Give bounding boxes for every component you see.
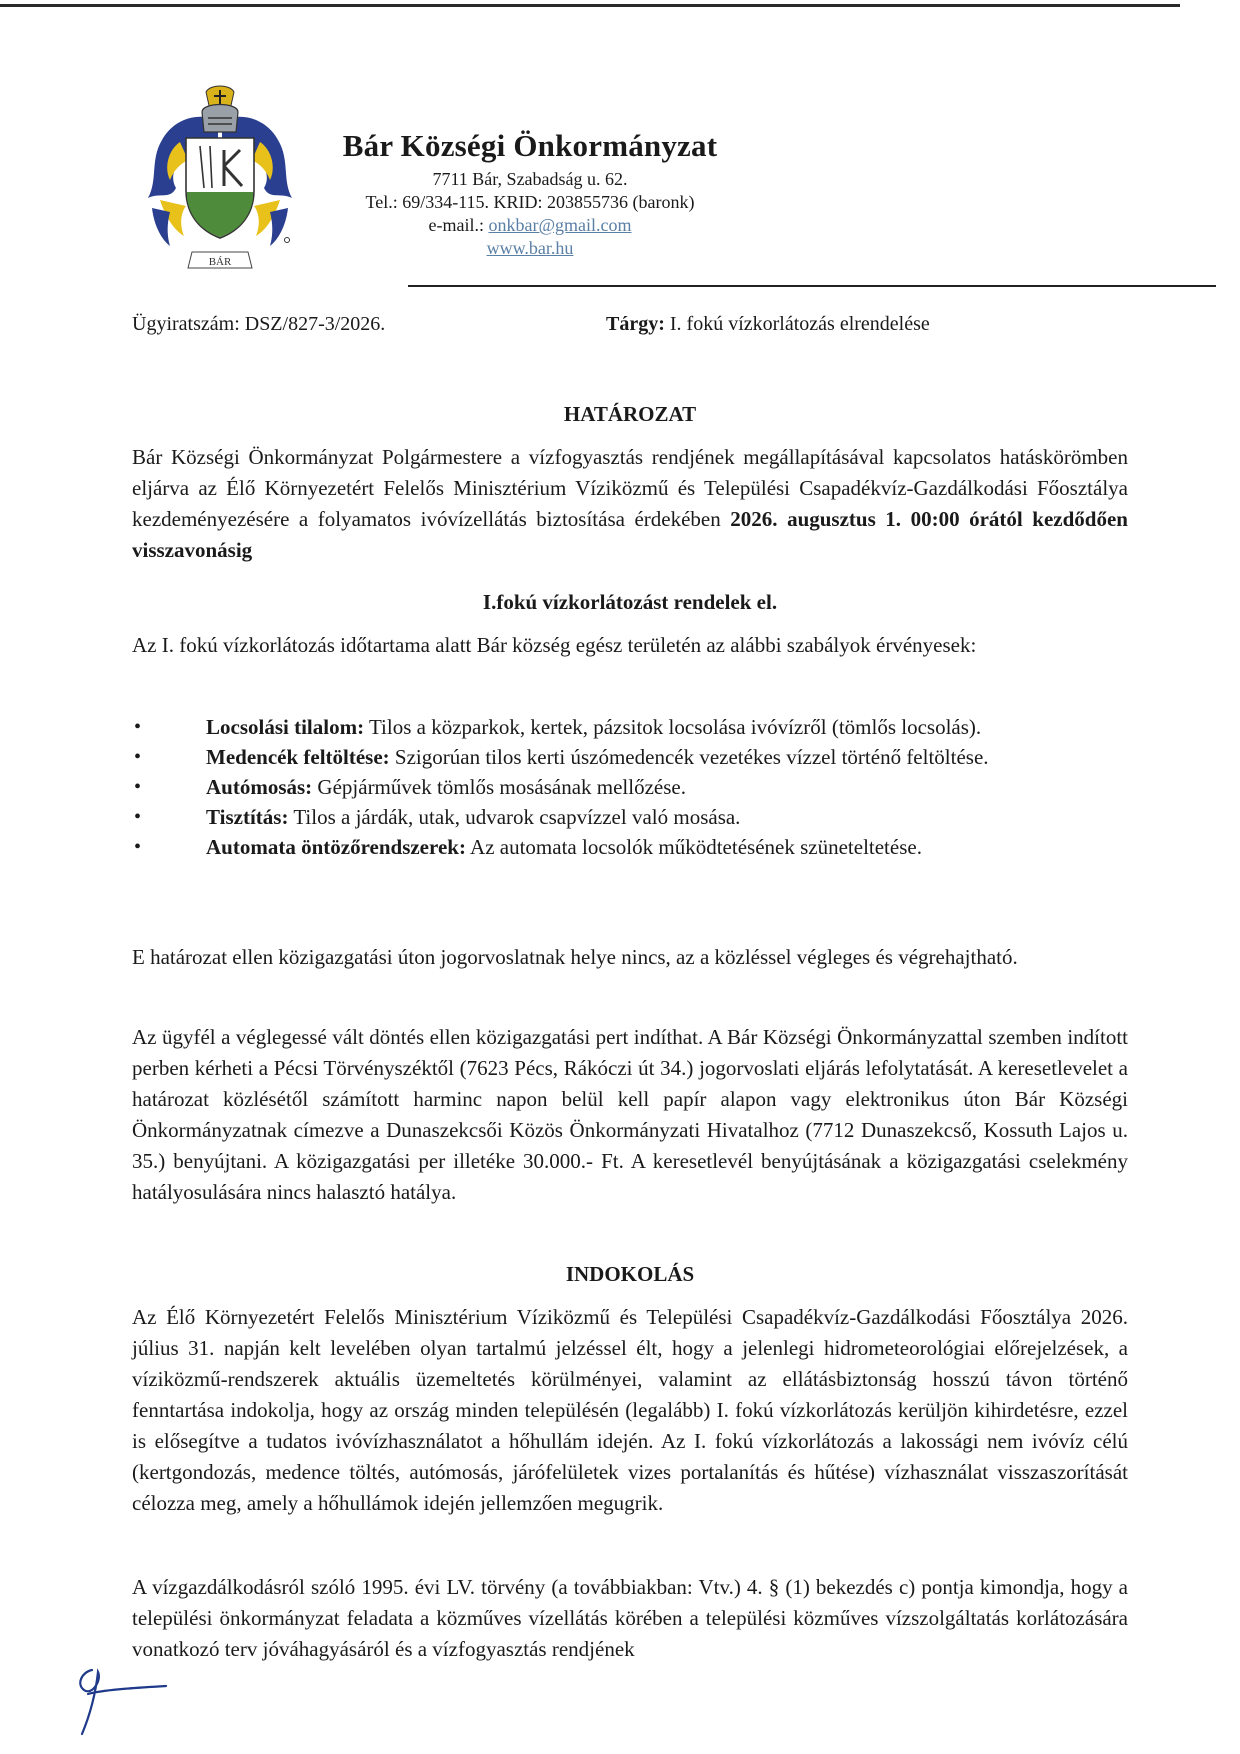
rule-term: Locsolási tilalom: xyxy=(206,715,365,739)
subject-label: Tárgy: xyxy=(606,313,670,335)
header-divider xyxy=(408,285,1216,287)
list-item xyxy=(132,712,1128,742)
decision-effective-date: 2026. augusztus 1. 00:00 órától kezdődően visszavonásig xyxy=(132,507,1128,562)
organization-email-line xyxy=(300,214,760,237)
list-item xyxy=(132,742,1128,772)
subject-text: I. fokú vízkorlátozás elrendelése xyxy=(669,313,930,335)
reasoning-heading: INDOKOLÁS xyxy=(565,1262,695,1286)
decision-heading: HATÁROZAT xyxy=(563,402,697,426)
lawsuit-paragraph: Az ügyfél a véglegessé vált döntés ellen közigazgatási pert indíthat. A Bár Községi Önkormányzattal szemben indított perben kérheti a Pécsi Törvényszéktől (7623 Pécs, Rákóczi út 34.) jogorvoslati eljárás lefolytatását. A keresetlevelet a határozat közlésétől számított harminc napon belül kell papír alapon vagy elektronikus úton Bár Községi Önkormányzatnak címezve a Dunaszekcsői Közös Önkormányzati Hivatalhoz (7712 Dunaszekcső, Kossuth Lajos u. 35.) benyújtani. A közigazgatási per illetéke 30.000.- Ft. A keresetlevél benyújtásának a közigazgatási cselekmény hatályosulására nincs halasztó hatálya. xyxy=(132,1025,1128,1204)
remedy-paragraph: E határozat ellen közigazgatási úton jogorvoslatnak helye nincs, az a közléssel végleges és végrehajtható. xyxy=(132,945,1018,969)
bullet-icon: • xyxy=(134,716,142,738)
subject-line xyxy=(606,313,930,336)
rule-term: Medencék feltöltése: xyxy=(206,745,390,769)
scan-edge-line xyxy=(0,4,1180,7)
email-link[interactable]: onkbar@gmail.com xyxy=(488,215,632,235)
case-number: Ügyiratszám: DSZ/827-3/2026. xyxy=(132,313,386,335)
list-item xyxy=(132,772,1128,802)
restriction-rules-list xyxy=(132,712,1128,862)
email-label: e-mail.: xyxy=(428,215,489,235)
website-link[interactable]: www.bar.hu xyxy=(486,238,574,258)
letterhead xyxy=(140,80,1080,290)
bullet-icon: • xyxy=(134,776,142,798)
bullet-icon: • xyxy=(134,806,142,828)
law-reference-paragraph: A vízgazdálkodásról szóló 1995. évi LV. törvény (a továbbiakban: Vtv.) 4. § (1) bekezdés c) pontja kimondja, hogy a települési önkormányzat feladata a közműves vízellátás körében a települési közműves vízszolgáltatás korlátozására vonatkozó terv jóváhagyásáról és a vízfogyasztás rendjének xyxy=(132,1575,1128,1661)
list-item xyxy=(132,832,1128,862)
bullet-icon: • xyxy=(134,746,142,768)
organization-contact: Tel.: 69/334-115. KRID: 203855736 (baronk) xyxy=(365,192,695,212)
rule-text: Tilos a járdák, utak, udvarok csapvízzel való mosása. xyxy=(288,805,741,829)
decision-order: I.fokú vízkorlátozást rendelek el. xyxy=(482,590,778,614)
organization-name: Bár Községi Önkormányzat xyxy=(342,128,718,163)
municipal-crest-icon xyxy=(140,80,300,270)
initials-signature-icon xyxy=(62,1650,172,1740)
rule-term: Tisztítás: xyxy=(206,805,289,829)
organization-address: 7711 Bár, Szabadság u. 62. xyxy=(432,169,628,189)
organization-info xyxy=(300,128,760,260)
rule-text: Tilos a közparkok, kertek, pázsitok locsolása ivóvízről (tömlős locsolás). xyxy=(364,715,982,739)
rule-text: Az automata locsolók működtetésének szüneteltetése. xyxy=(465,835,922,859)
rule-text: Szigorúan tilos kerti úszómedencék vezetékes vízzel történő feltöltése. xyxy=(389,745,989,769)
rule-term: Autómosás: xyxy=(206,775,313,799)
decision-intro xyxy=(132,442,1128,566)
rules-intro: Az I. fokú vízkorlátozás időtartama alatt Bár község egész területén az alábbi szabályok érvényesek: xyxy=(132,633,977,657)
reasoning-paragraph: Az Élő Környezetért Felelős Minisztérium Víziközmű és Települési Csapadékvíz-Gazdálkodási Főosztálya 2026. július 31. napján kelt levelében olyan tartalmú jelzéssel élt, hogy a jelenlegi hidrometeorológiai előrejelzések, a víziközmű-rendszerek aktuális üzemeltetés körülményei, valamint az ellátásbiztonság hosszú távon történő fenntartása indokolja, hogy az ország minden településén (legalább) I. fokú vízkorlátozás kerüljön kihirdetésre, ezzel is elősegítve a tudatos ivóvízhasználatot a hőhullám idején. Az I. fokú vízkorlátozás a lakossági nem ivóvíz célú (kertgondozás, medence töltés, autómosás, járófelületek vizes portalanítás és hűtése) vízhasználat visszaszorítását célozza meg, amely a hőhullámok idején jellemzően megugrik. xyxy=(132,1305,1128,1515)
rule-term: Automata öntözőrendszerek: xyxy=(206,835,466,859)
bullet-icon: • xyxy=(134,836,142,858)
crest-banner-text: BÁR xyxy=(208,256,232,268)
list-item xyxy=(132,802,1128,832)
rule-text: Gépjárművek tömlős mosásának mellőzése. xyxy=(312,775,686,799)
decision-intro-text: Bár Községi Önkormányzat Polgármestere a vízfogyasztás rendjének megállapításával kapcsolatos hatáskörömben eljárva az Élő Környezetért Felelős Minisztérium Víziközmű és Települési Csapadékvíz-Gazdálkodási Főosztálya kezdeményezésére a folyamatos ivóvízellátás biztosítása érdekében xyxy=(132,445,1128,531)
